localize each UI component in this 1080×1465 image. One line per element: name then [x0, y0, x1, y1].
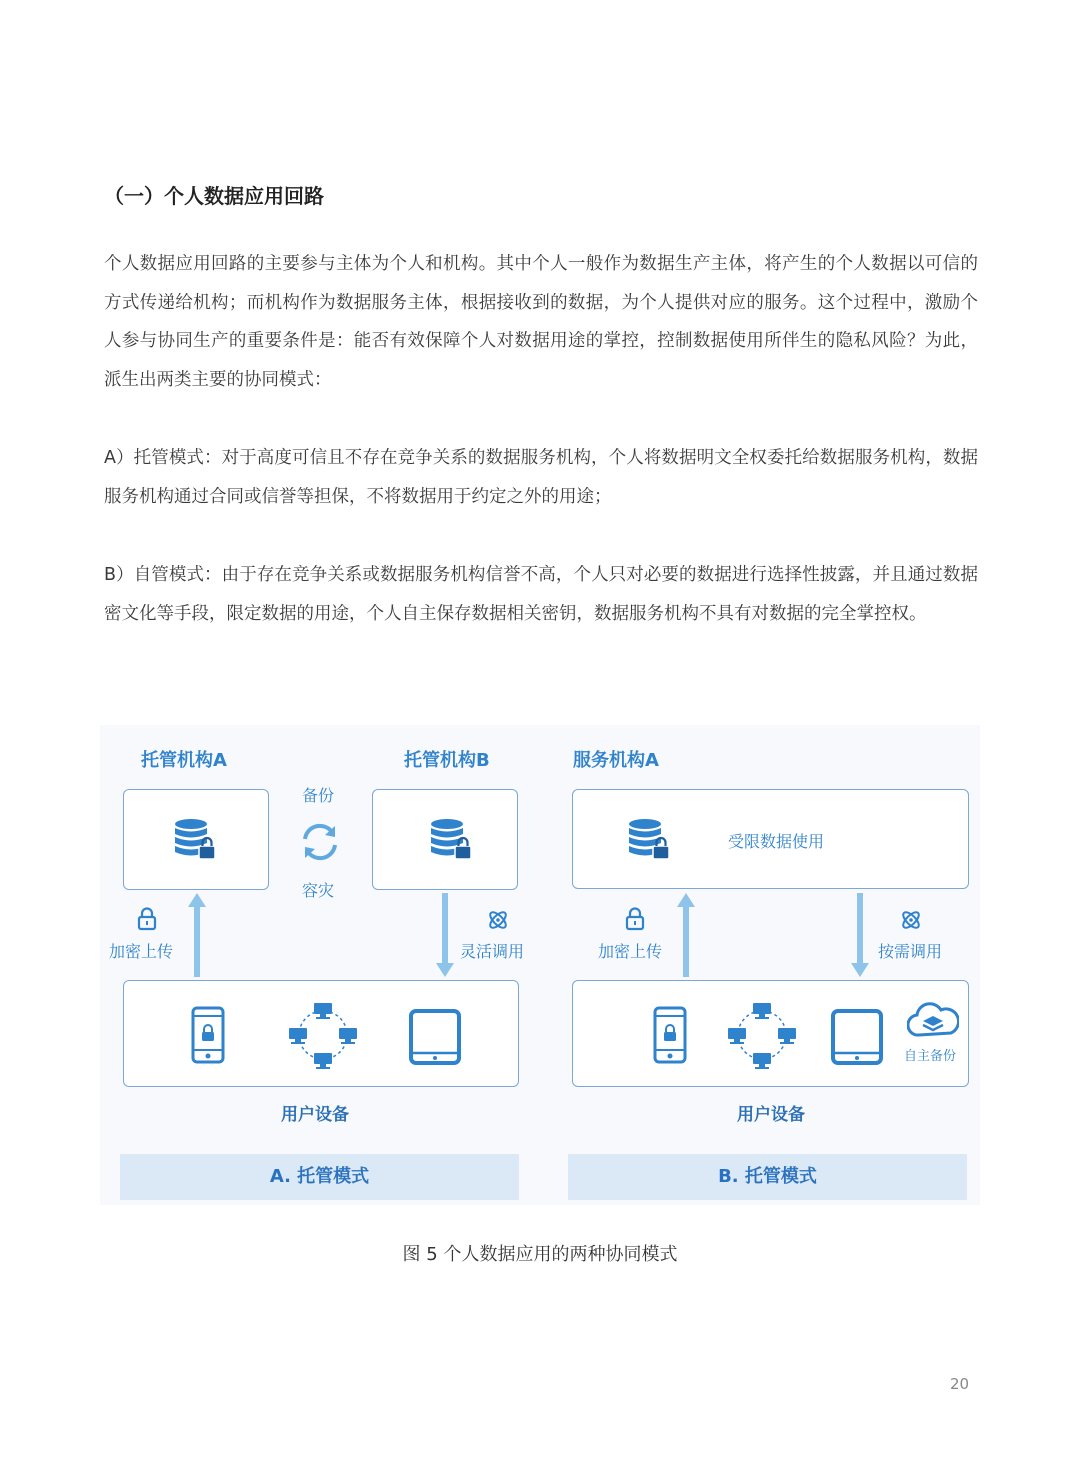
network-icon [722, 997, 802, 1073]
section-heading: （一）个人数据应用回路 [104, 184, 324, 208]
network-icon [283, 997, 363, 1073]
encrypted-upload-label: 加密上传 [109, 942, 174, 961]
user-device-label-b: 用户设备 [737, 1105, 805, 1125]
atom-icon [486, 908, 510, 932]
cloud-layers-icon [907, 1001, 959, 1039]
atom-icon [899, 908, 923, 932]
page-number: 20 [950, 1375, 970, 1393]
encrypted-upload-label: 加密上传 [598, 942, 663, 961]
tablet-icon [408, 1008, 462, 1066]
custody-org-a-box [123, 789, 269, 890]
phone-lock-icon [653, 1006, 687, 1064]
custody-org-b-title: 托管机构B [404, 750, 490, 771]
upload-arrow [677, 893, 695, 977]
invoke-arrow [436, 893, 454, 977]
database-lock-icon [172, 817, 218, 863]
flexible-invoke-label: 灵活调用 [460, 942, 525, 961]
lock-icon [624, 907, 646, 931]
user-device-label-a: 用户设备 [281, 1105, 349, 1125]
database-lock-icon [428, 817, 474, 863]
figure-caption: 图 5 个人数据应用的两种协同模式 [402, 1244, 678, 1265]
sync-icon [299, 821, 341, 863]
mode-a-bar: A. 托管模式 [120, 1154, 519, 1200]
invoke-arrow [851, 893, 869, 977]
user-device-box-a [123, 980, 519, 1087]
user-device-box-b [572, 980, 969, 1087]
lock-icon [136, 907, 158, 931]
on-demand-label: 按需调用 [878, 942, 943, 961]
restricted-use-label: 受限数据使用 [728, 832, 825, 851]
paragraph-mode-a: A）托管模式：对于高度可信且不存在竞争关系的数据服务机构，个人将数据明文全权委托给数据服务机构，数据服务机构通过合同或信誉等担保，不将数据用于约定之外的用途； [104, 448, 978, 507]
paragraph-intro: 个人数据应用回路的主要参与主体为个人和机构。其中个人一般作为数据生产主体，将产生的个人数据以可信的方式传递给机构；而机构作为数据服务主体，根据接收到的数据，为个人提供对应的服务。这个过程中，激励个人参与协同生产的重要条件是：能否有效保障个人对数据用途的掌控，控制数据使用所伴生的隐私风险？为此，派生出两类主要的协同模式： [104, 254, 978, 390]
service-org-title: 服务机构A [573, 750, 659, 771]
disaster-recovery-label: 容灾 [302, 881, 335, 900]
service-org-box [572, 789, 969, 889]
database-lock-icon [626, 817, 672, 863]
tablet-icon [830, 1008, 884, 1066]
upload-arrow [188, 893, 206, 977]
mode-b-bar: B. 托管模式 [568, 1154, 967, 1200]
phone-lock-icon [191, 1006, 225, 1064]
custody-org-b-box [372, 789, 518, 890]
paragraph-mode-b: B）自管模式：由于存在竞争关系或数据服务机构信誉不高，个人只对必要的数据进行选择性披露，并且通过数据密文化等手段，限定数据的用途，个人自主保存数据相关密钥，数据服务机构不具有对数据的完全掌控权。 [104, 565, 978, 624]
collaboration-figure [100, 725, 980, 1205]
backup-label: 备份 [302, 786, 335, 805]
self-backup-label: 自主备份 [904, 1049, 957, 1064]
custody-org-a-title: 托管机构A [141, 750, 227, 771]
